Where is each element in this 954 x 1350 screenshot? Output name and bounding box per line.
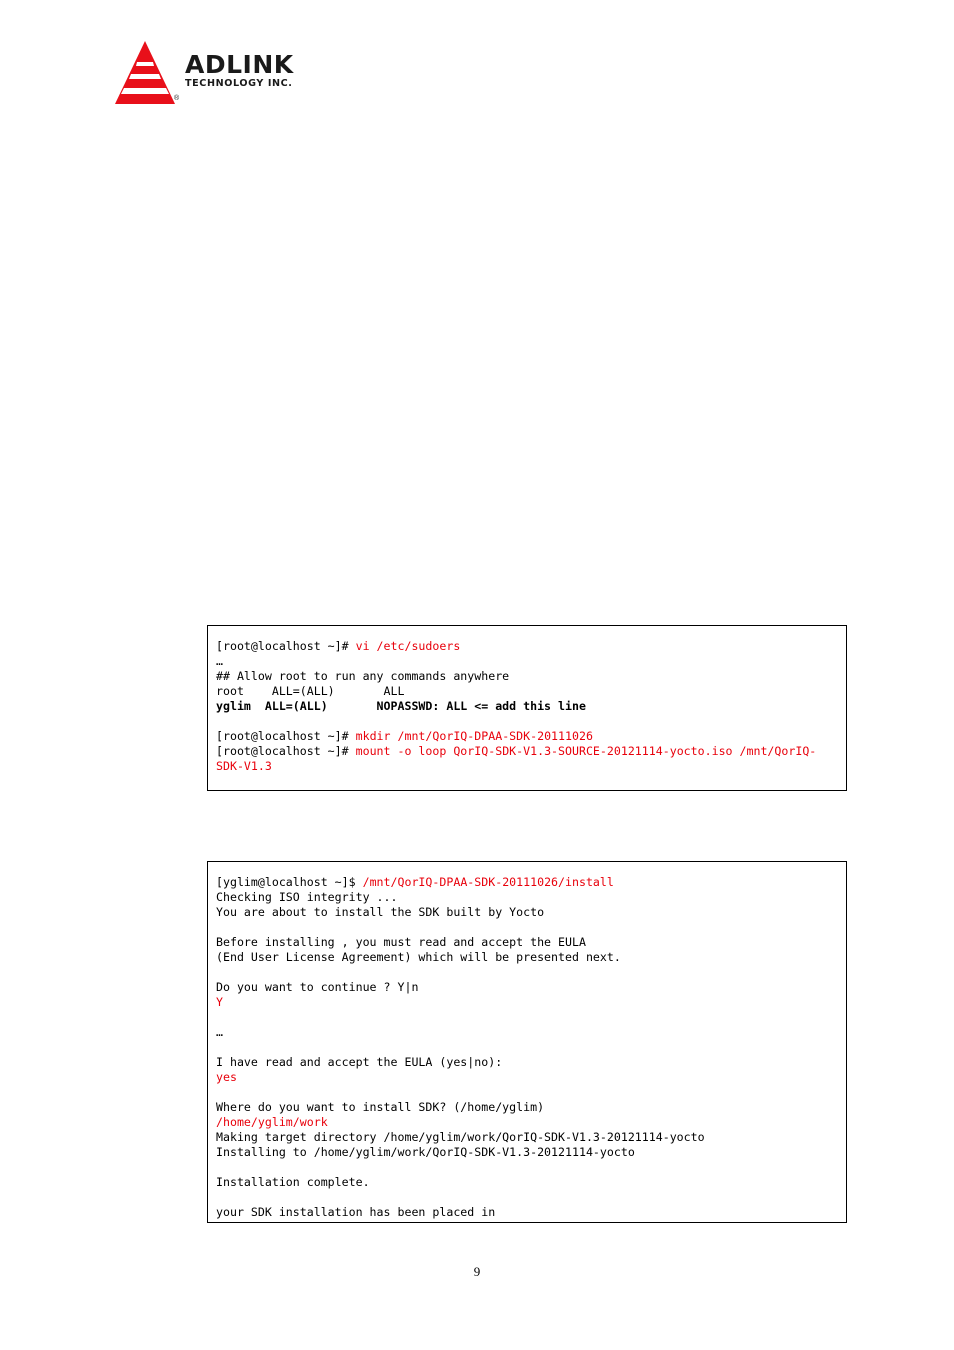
code-line (216, 639, 838, 654)
command-text: SDK-V1.3 (216, 759, 272, 773)
output-text (216, 1010, 223, 1024)
output-text: Where do you want to install SDK? (/home/yglim) (216, 1100, 545, 1114)
code-line (216, 699, 838, 714)
output-text: Do you want to continue ? Y|n (216, 980, 419, 994)
code-line (216, 669, 838, 684)
command-text: Y (216, 995, 223, 1009)
command-text: yes (216, 1070, 237, 1084)
code-line (216, 905, 838, 920)
command-text: mount -o loop QorIQ-SDK-V1.3-SOURCE-20121114-yocto.iso /mnt/QorIQ- (355, 744, 817, 758)
code-block-install (207, 861, 847, 1223)
command-text: mkdir /mnt/QorIQ-DPAA-SDK-20111026 (355, 729, 593, 743)
registered-mark: ® (174, 95, 180, 102)
shell-prompt: [root@localhost ~]# (216, 744, 356, 758)
code-line (216, 684, 838, 699)
code-block-sudoers (207, 625, 847, 791)
output-text: ## Allow root to run any commands anywhere (216, 669, 510, 683)
code-line (216, 654, 838, 669)
code-listing (216, 639, 838, 774)
output-text: your SDK installation has been placed in (216, 1205, 496, 1219)
output-text: root ALL=(ALL) ALL (216, 684, 405, 698)
code-line (216, 759, 838, 774)
output-text: yglim ALL=(ALL) NOPASSWD: ALL <= add this line (216, 699, 586, 713)
shell-prompt: [yglim@localhost ~]$ (216, 875, 363, 889)
output-text: Installing to /home/yglim/work/QorIQ-SDK-V1.3-20121114-yocto (216, 1145, 635, 1159)
code-line (216, 920, 838, 935)
output-text (216, 920, 223, 934)
code-line (216, 1115, 838, 1130)
output-text (216, 1085, 223, 1099)
code-line (216, 965, 838, 980)
output-text (216, 714, 223, 728)
command-text: /mnt/QorIQ-DPAA-SDK-20111026/install (362, 875, 614, 889)
code-line (216, 1175, 838, 1190)
output-text: … (216, 654, 223, 668)
code-line (216, 1100, 838, 1115)
output-text: Installation complete. (216, 1175, 370, 1189)
output-text (216, 1190, 223, 1204)
output-text (216, 1160, 223, 1174)
code-line (216, 875, 838, 890)
code-line (216, 1190, 838, 1205)
code-line (216, 950, 838, 965)
code-line (216, 890, 838, 905)
page-number: 9 (473, 1264, 481, 1279)
code-line (216, 1145, 838, 1160)
code-listing (216, 875, 838, 1220)
adlink-pyramid-icon (113, 40, 183, 108)
logo-tagline: TECHNOLOGY INC. (185, 78, 293, 89)
output-text (216, 1040, 223, 1054)
command-text: /home/yglim/work (216, 1115, 328, 1129)
output-text: Checking ISO integrity ... (216, 890, 398, 904)
code-line (216, 729, 838, 744)
logo-name: ADLINK (185, 50, 294, 79)
code-line (216, 1025, 838, 1040)
output-text: Before installing , you must read and accept the EULA (216, 935, 586, 949)
output-text (216, 965, 223, 979)
command-text: vi /etc/sudoers (355, 639, 461, 653)
code-line (216, 1205, 838, 1220)
output-text: I have read and accept the EULA (yes|no): (216, 1055, 503, 1069)
output-text: You are about to install the SDK built by Yocto (216, 905, 545, 919)
shell-prompt: [root@localhost ~]# (216, 639, 356, 653)
shell-prompt: [root@localhost ~]# (216, 729, 356, 743)
code-line (216, 714, 838, 729)
code-line (216, 1055, 838, 1070)
output-text: (End User License Agreement) which will be presented next. (216, 950, 621, 964)
code-line (216, 744, 838, 759)
output-text: Making target directory /home/yglim/work/QorIQ-SDK-V1.3-20121114-yocto (216, 1130, 705, 1144)
code-line (216, 980, 838, 995)
adlink-logo (113, 40, 325, 108)
code-line (216, 1070, 838, 1085)
code-line (216, 935, 838, 950)
code-line (216, 1010, 838, 1025)
code-line (216, 1160, 838, 1175)
code-line (216, 1130, 838, 1145)
code-line (216, 995, 838, 1010)
code-line (216, 1040, 838, 1055)
code-line (216, 1085, 838, 1100)
output-text: … (216, 1025, 223, 1039)
